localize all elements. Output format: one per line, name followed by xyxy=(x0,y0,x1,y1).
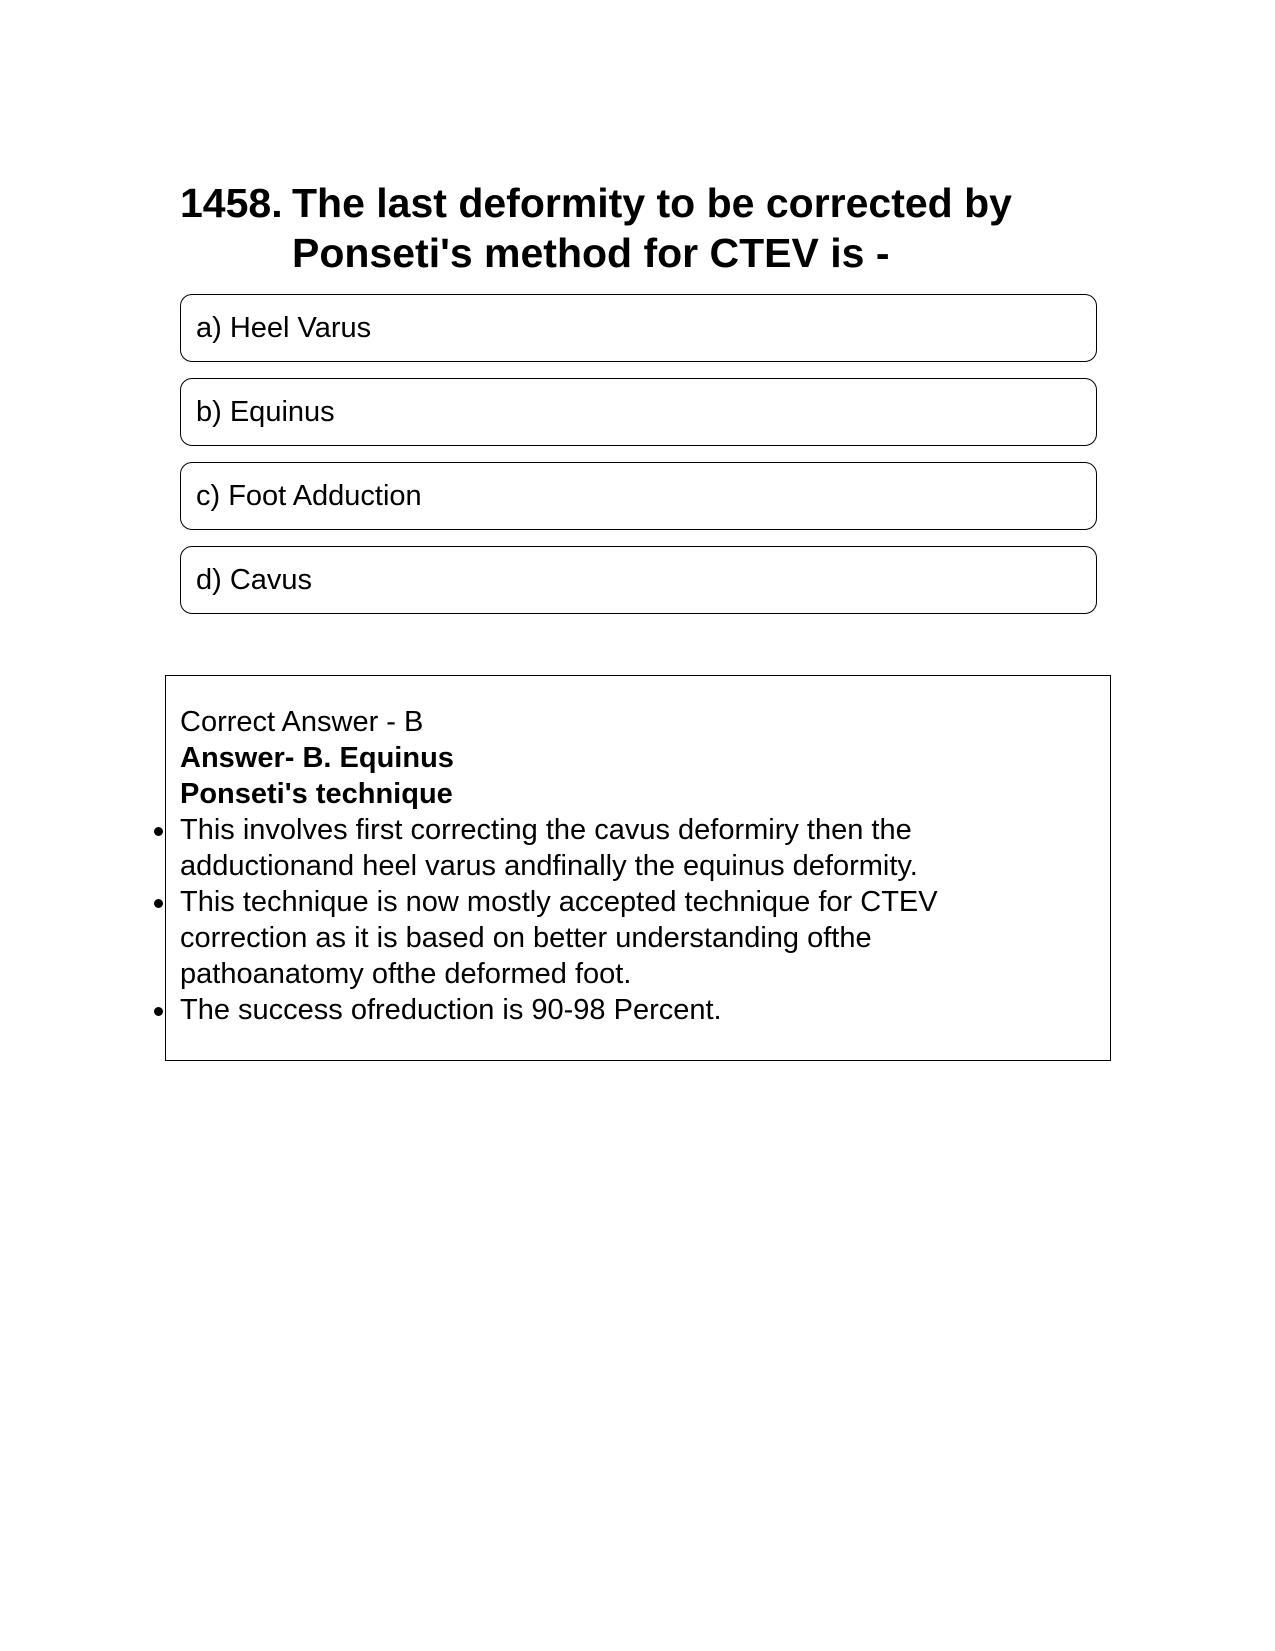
question-number: 1458. xyxy=(180,180,283,226)
technique-heading: Ponseti's technique xyxy=(180,778,453,810)
option-label: c) Foot Adduction xyxy=(196,479,422,512)
option-c[interactable] xyxy=(180,462,1097,530)
option-d[interactable] xyxy=(180,546,1097,614)
bullet-item xyxy=(180,884,1080,992)
bullet-line: adductionand heel varus andfinally the equinus deformity. xyxy=(180,850,918,882)
question-text-line: Ponseti's method for CTEV is - xyxy=(292,230,890,276)
bullet-line: This involves first correcting the cavus deformiry then the xyxy=(180,814,912,846)
option-b[interactable] xyxy=(180,378,1097,446)
option-label: a) Heel Varus xyxy=(196,311,372,344)
explanation-bullets xyxy=(180,812,1080,1028)
bullet-line: This technique is now mostly accepted technique for CTEV xyxy=(180,886,938,918)
bullet-line: correction as it is based on better understanding ofthe xyxy=(180,922,872,954)
question-heading xyxy=(180,178,1100,278)
option-label: d) Cavus xyxy=(196,563,313,596)
answer-explanation xyxy=(180,704,1080,1028)
option-label: b) Equinus xyxy=(196,395,335,428)
bullet-line: The success ofreduction is 90-98 Percent. xyxy=(180,994,722,1026)
options-list xyxy=(180,294,1097,630)
question-text xyxy=(292,178,1100,278)
bullet-item xyxy=(180,992,1080,1028)
correct-answer-line: Correct Answer - B xyxy=(180,706,424,738)
question-text-line: The last deformity to be corrected by xyxy=(292,180,1012,226)
option-a[interactable] xyxy=(180,294,1097,362)
bullet-line: pathoanatomy ofthe deformed foot. xyxy=(180,958,632,990)
bullet-item xyxy=(180,812,1080,884)
answer-heading: Answer- B. Equinus xyxy=(180,742,454,774)
